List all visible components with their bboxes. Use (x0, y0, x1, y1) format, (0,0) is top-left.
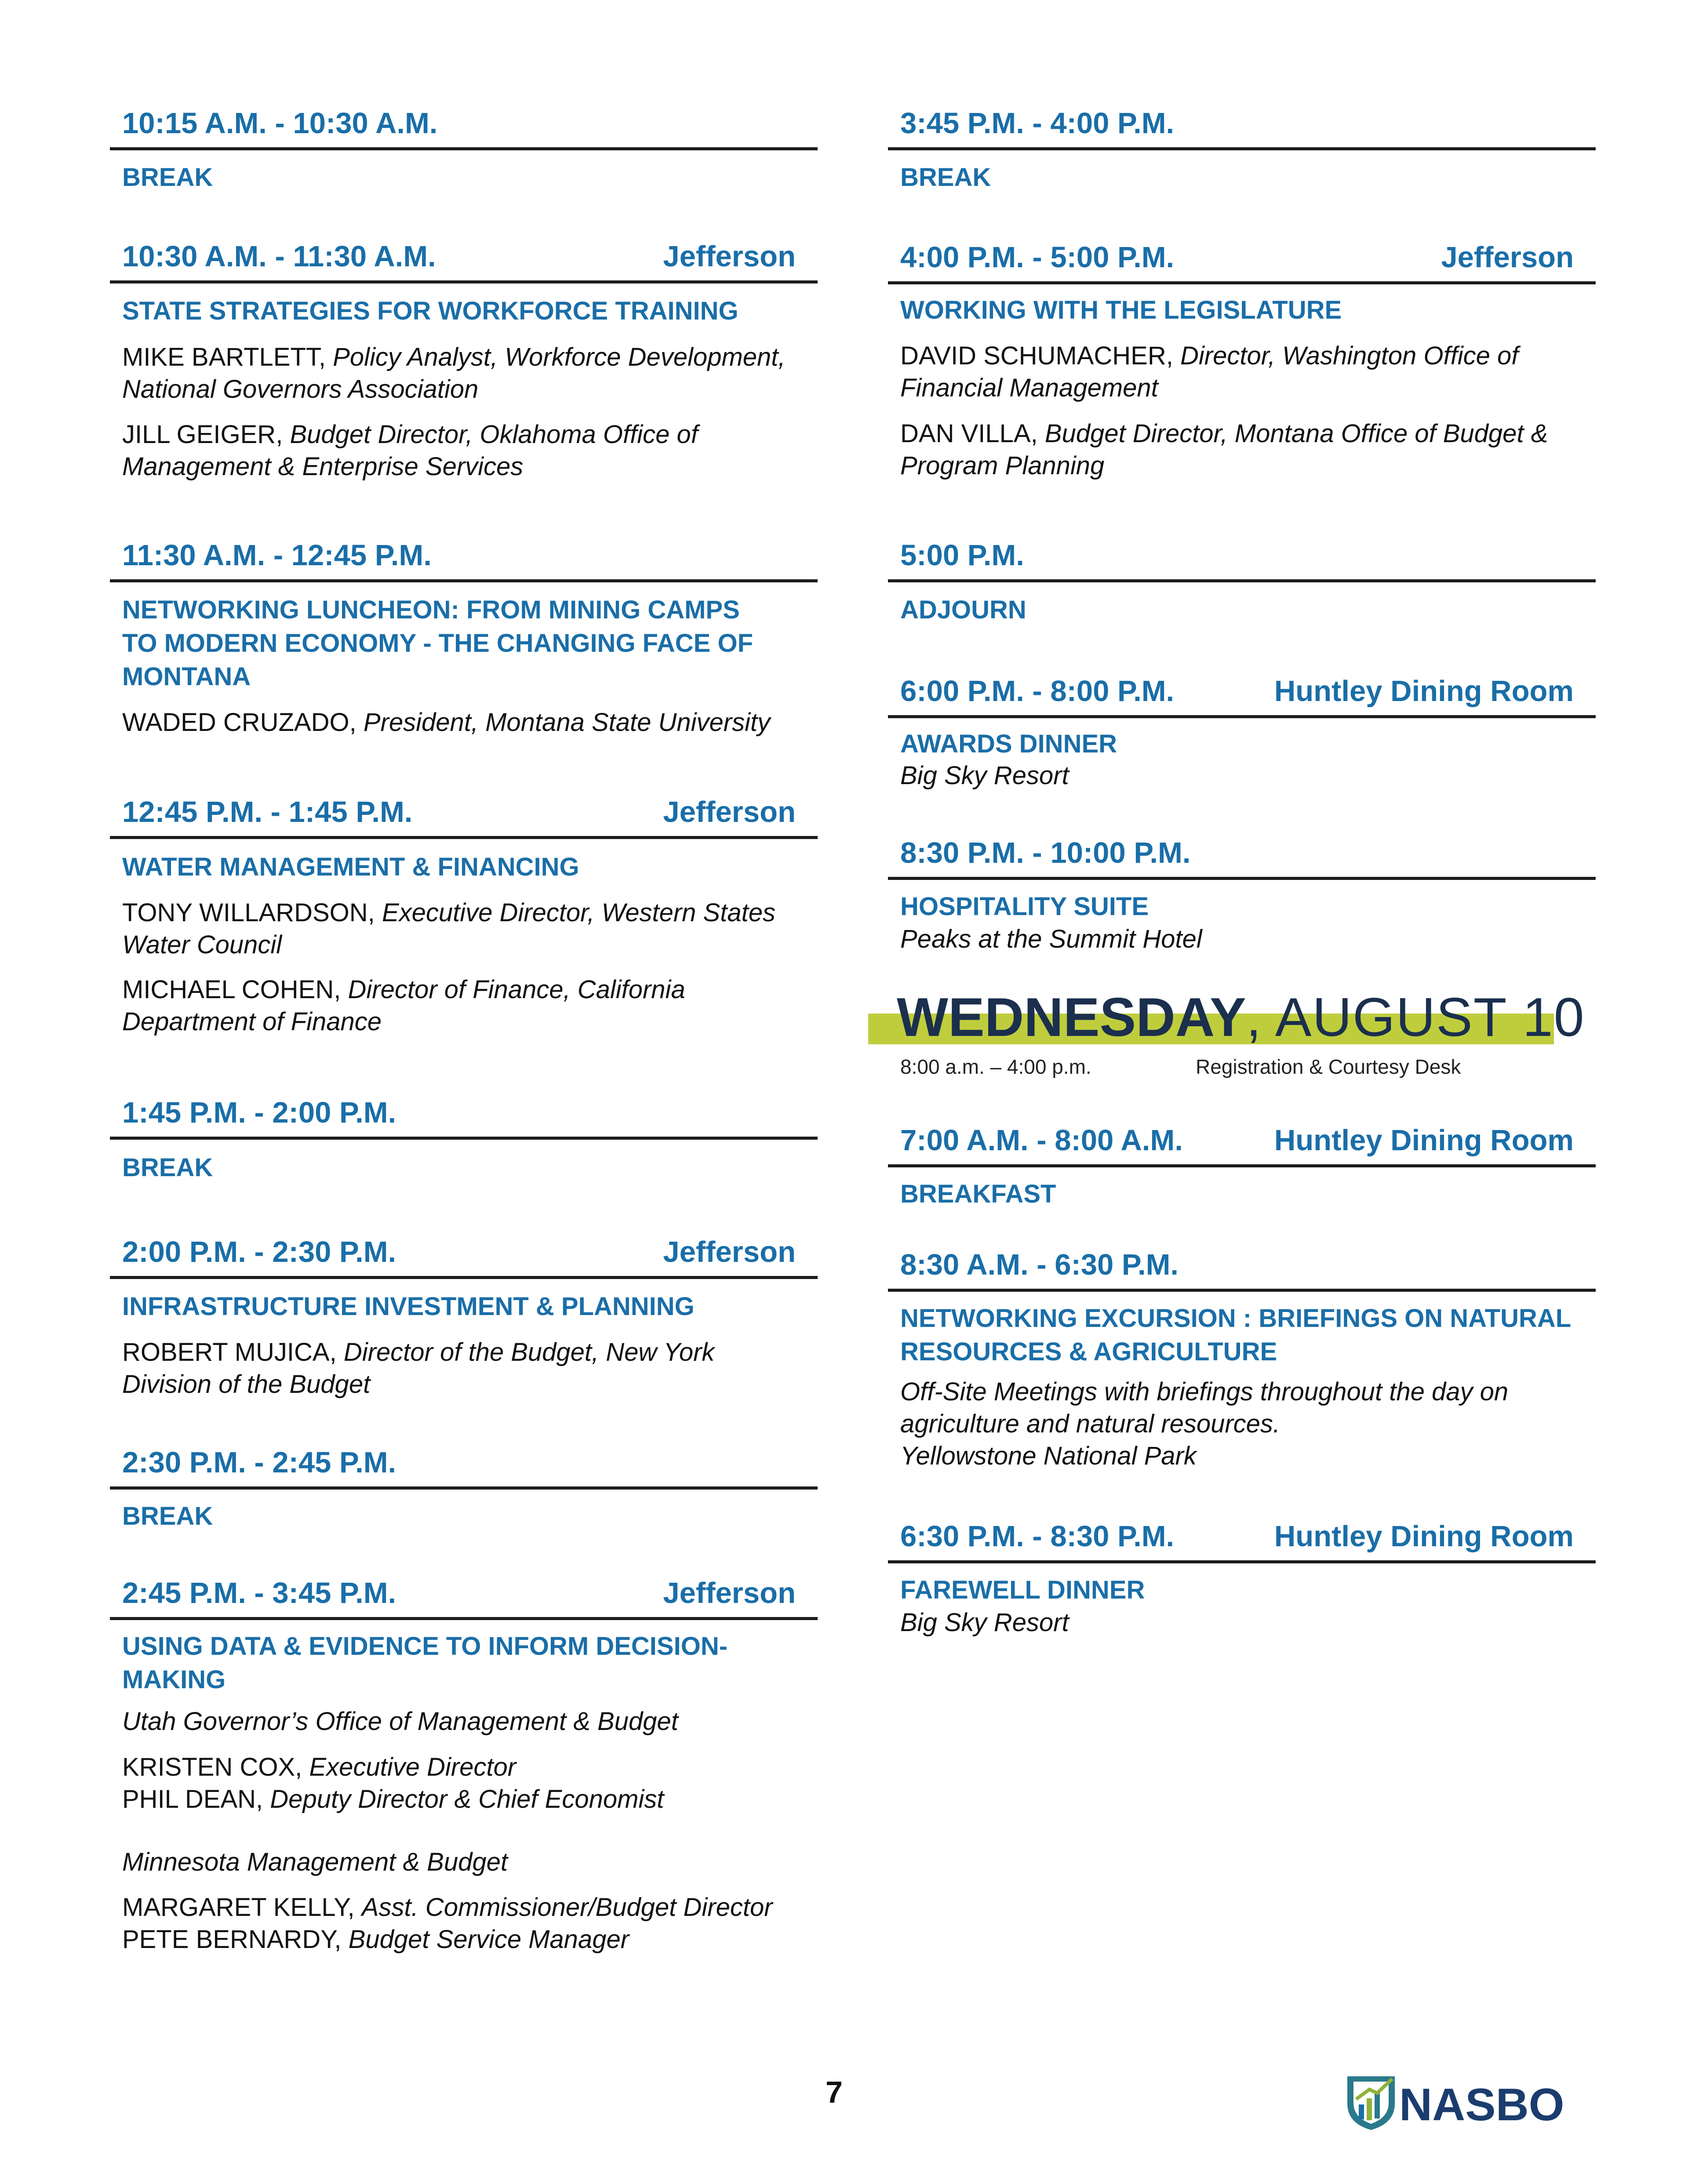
title-line: NETWORKING LUNCHEON: FROM MINING CAMPS (122, 596, 740, 624)
session-room: Huntley Dining Room (1274, 1520, 1574, 1553)
speaker (900, 418, 1590, 482)
speaker-name: TONY WILLARDSON, (122, 898, 375, 927)
speaker (122, 418, 812, 483)
session-time: 2:00 P.M. - 2:30 P.M. (122, 1236, 397, 1268)
session-header (110, 1223, 818, 1279)
day-name: WEDNESDAY (897, 987, 1246, 1048)
session-header (888, 824, 1596, 880)
session-title (122, 593, 808, 694)
session-title: WORKING WITH THE LEGISLATURE (900, 296, 1342, 324)
session-header (110, 228, 818, 283)
session-time: 7:00 A.M. - 8:00 A.M. (900, 1124, 1183, 1157)
session-header (110, 1084, 818, 1140)
speaker (122, 974, 812, 1038)
speaker-role: Department of Finance (122, 1007, 382, 1036)
day-date: , AUGUST 10 (1246, 987, 1585, 1048)
session-time: 10:15 A.M. - 10:30 A.M. (122, 107, 438, 140)
title-line: USING DATA & EVIDENCE TO INFORM DECISION- (122, 1632, 728, 1661)
day-header (897, 985, 1585, 1050)
speaker-role: Budget Director, Oklahoma Office of (290, 420, 698, 449)
speaker-name: KRISTEN COX, (122, 1753, 302, 1781)
speaker-role: Management & Enterprise Services (122, 452, 524, 481)
organization: Minnesota Management & Budget (122, 1848, 508, 1876)
session-header (888, 1236, 1596, 1292)
speaker-role: Budget Director, Montana Office of Budget & (1044, 419, 1548, 448)
speaker (122, 706, 812, 738)
session-title: BREAK (122, 1153, 213, 1182)
session-title: HOSPITALITY SUITE (900, 892, 1149, 921)
speaker (122, 341, 812, 405)
session-title: WATER MANAGEMENT & FINANCING (122, 853, 579, 881)
session-time: 10:30 A.M. - 11:30 A.M. (122, 240, 436, 273)
speaker-role: Director, Washington Office of (1180, 342, 1519, 370)
session-time: 3:45 P.M. - 4:00 P.M. (900, 107, 1175, 140)
speaker-name: DAVID SCHUMACHER, (900, 342, 1173, 370)
session-header (110, 1434, 818, 1490)
speaker-name: MARGARET KELLY, (122, 1893, 355, 1922)
session-time: 6:30 P.M. - 8:30 P.M. (900, 1520, 1175, 1553)
session-room: Jefferson (663, 240, 796, 273)
title-line: TO MODERN ECONOMY - THE CHANGING FACE OF (122, 629, 753, 658)
session-header (888, 229, 1596, 284)
session-time: 12:45 P.M. - 1:45 P.M. (122, 796, 413, 829)
speaker-role: Water Council (122, 930, 282, 959)
title-line: MONTANA (122, 662, 251, 691)
title-line: MAKING (122, 1665, 226, 1694)
speaker-role: President, Montana State University (363, 708, 771, 737)
session-header (110, 1564, 818, 1620)
session-title: BREAK (122, 163, 213, 192)
session-room: Jefferson (1441, 241, 1574, 274)
description-line: agriculture and natural resources. (900, 1410, 1281, 1438)
session-title: BREAK (122, 1502, 213, 1530)
speaker-role: Division of the Budget (122, 1370, 371, 1399)
speaker-list (122, 1751, 812, 1815)
session-room: Jefferson (663, 796, 796, 829)
speaker-role: Director of Finance, California (348, 975, 685, 1004)
speaker-role: Asst. Commissioner/Budget Director (361, 1893, 773, 1922)
speaker-name: PETE BERNARDY, (122, 1925, 342, 1954)
session-header (110, 94, 818, 150)
session-time: 11:30 A.M. - 12:45 P.M. (122, 539, 432, 572)
session-location: Big Sky Resort (900, 1608, 1069, 1637)
speaker-role: Deputy Director & Chief Economist (270, 1785, 664, 1813)
page-number: 7 (826, 2075, 843, 2109)
session-room: Huntley Dining Room (1274, 675, 1574, 708)
session-location: Peaks at the Summit Hotel (900, 925, 1202, 953)
speaker-name: PHIL DEAN, (122, 1785, 263, 1813)
title-line: RESOURCES & AGRICULTURE (900, 1337, 1277, 1366)
session-room: Huntley Dining Room (1274, 1124, 1574, 1157)
session-header (110, 527, 818, 582)
speaker-role: Budget Service Manager (348, 1925, 629, 1954)
organization: Utah Governor’s Office of Management & Budget (122, 1707, 678, 1736)
session-title (900, 1302, 1586, 1369)
session-time: 1:45 P.M. - 2:00 P.M. (122, 1096, 397, 1129)
session-location: Big Sky Resort (900, 761, 1069, 790)
session-title: BREAKFAST (900, 1180, 1056, 1208)
session-header (888, 94, 1596, 150)
session-description (900, 1376, 1590, 1472)
session-title (122, 1630, 808, 1697)
speaker (122, 897, 812, 961)
session-room: Jefferson (663, 1577, 796, 1610)
speaker-role: Financial Management (900, 374, 1158, 402)
speaker-name: DAN VILLA, (900, 419, 1038, 448)
speaker-role: Policy Analyst, Workforce Development, (333, 343, 786, 371)
session-title: INFRASTRUCTURE INVESTMENT & PLANNING (122, 1292, 695, 1321)
session-time: 8:30 A.M. - 6:30 P.M. (900, 1248, 1179, 1281)
nasbo-logo (1343, 2068, 1580, 2134)
speaker-name: ROBERT MUJICA, (122, 1338, 337, 1366)
session-room: Jefferson (663, 1236, 796, 1268)
session-title: STATE STRATEGIES FOR WORKFORCE TRAINING (122, 297, 738, 325)
speaker-role: Executive Director, Western States (382, 898, 775, 927)
speaker-role: Program Planning (900, 451, 1105, 480)
session-time: 2:30 P.M. - 2:45 P.M. (122, 1446, 397, 1479)
speaker-name: MICHAEL COHEN, (122, 975, 341, 1004)
speaker-name: WADED CRUZADO, (122, 708, 357, 737)
session-time: 4:00 P.M. - 5:00 P.M. (900, 241, 1175, 274)
session-title: FAREWELL DINNER (900, 1576, 1145, 1604)
session-header (888, 1508, 1596, 1563)
session-header (110, 783, 818, 839)
description-line: Off-Site Meetings with briefings throughout the day on (900, 1377, 1509, 1406)
speaker-name: MIKE BARTLETT, (122, 343, 326, 371)
session-title: BREAK (900, 163, 991, 192)
speaker-role: National Governors Association (122, 375, 479, 403)
title-line: NETWORKING EXCURSION : BRIEFINGS ON NATURAL (900, 1304, 1572, 1333)
session-header (888, 527, 1596, 582)
session-time: 8:30 P.M. - 10:00 P.M. (900, 836, 1191, 869)
session-title: ADJOURN (900, 596, 1026, 624)
session-time: 6:00 P.M. - 8:00 P.M. (900, 675, 1175, 708)
session-header (888, 662, 1596, 718)
speaker (122, 1336, 812, 1400)
speaker-role: Executive Director (309, 1753, 517, 1781)
speaker (900, 340, 1590, 404)
chart-shield-icon (1347, 2076, 1395, 2130)
speaker-name: JILL GEIGER, (122, 420, 283, 449)
registration-time: 8:00 a.m. – 4:00 p.m. (900, 1055, 1091, 1078)
session-time: 5:00 P.M. (900, 539, 1024, 572)
description-line: Yellowstone National Park (900, 1442, 1197, 1470)
session-title: AWARDS DINNER (900, 730, 1117, 758)
speaker-role: Director of the Budget, New York (343, 1338, 715, 1366)
session-header (888, 1112, 1596, 1167)
session-time: 2:45 P.M. - 3:45 P.M. (122, 1577, 397, 1610)
logo-wordmark: NASBO (1399, 2079, 1564, 2130)
registration-label: Registration & Courtesy Desk (1196, 1055, 1461, 1078)
speaker-list (122, 1891, 812, 1955)
